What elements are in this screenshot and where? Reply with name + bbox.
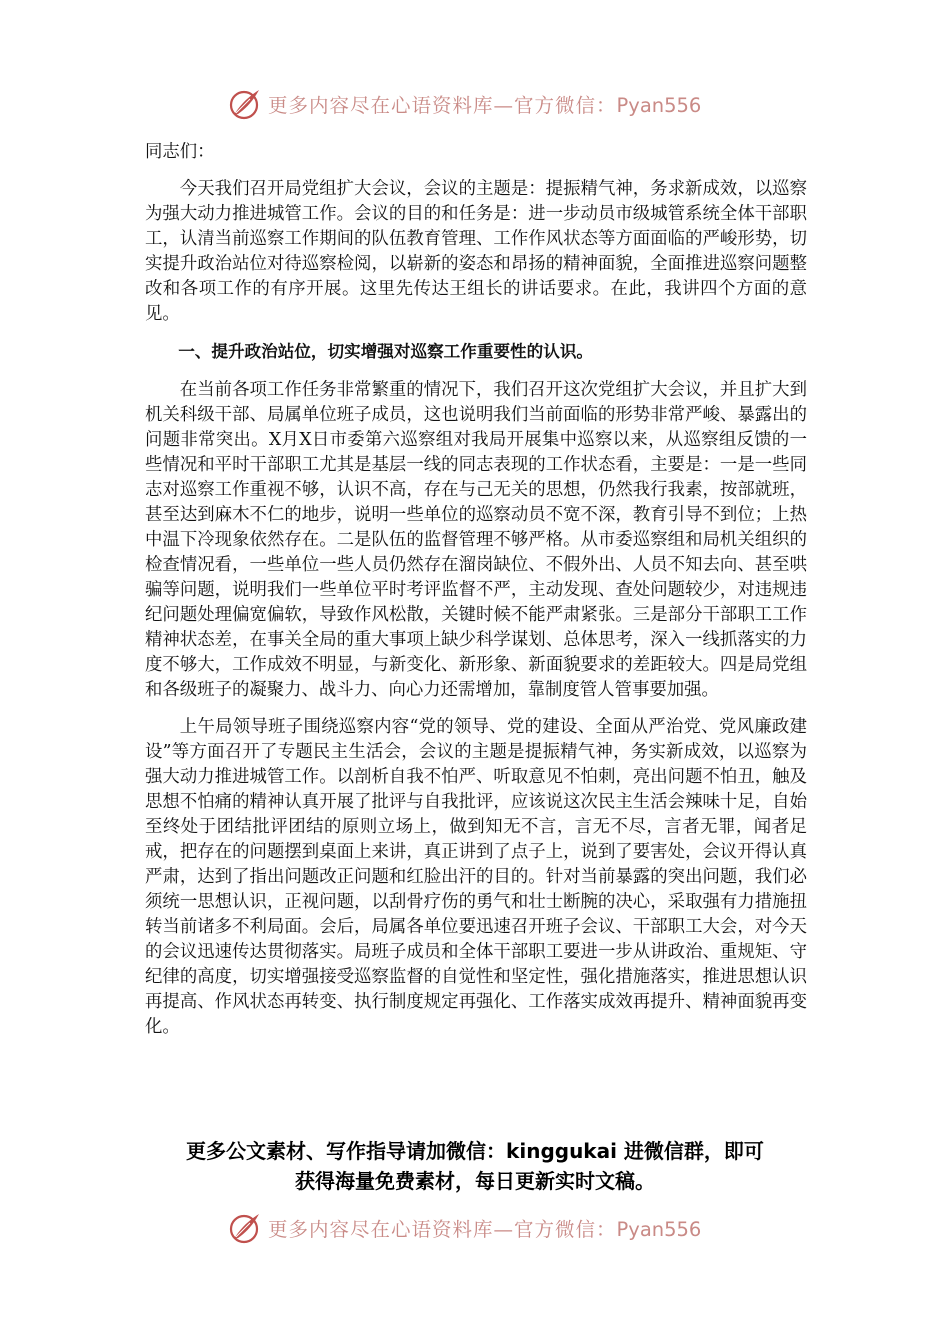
banner-label: 更多内容尽在心语资料库—官方微信：: [268, 1218, 617, 1241]
document-body: [145, 140, 807, 1052]
banner-wechat-id: Pyan556: [616, 94, 702, 117]
banner-wechat-id: Pyan556: [616, 1218, 702, 1241]
promo-block: [140, 1136, 810, 1196]
quill-logo-icon: [228, 87, 262, 121]
section-heading-1: 一、提升政治站位，切实增强对巡察工作重要性的认识。: [178, 342, 594, 361]
intro-paragraph: 今天我们召开局党组扩大会议，会议的主题是：提振精气神，务求新成效，以巡察为强大动力推进城管工作。会议的目的和任务是：进一步动员市级城管系统全体干部职工，认清当前巡察工作期间的队伍教育管理、工作作风状态等方面面临的严峻形势，切实提升政治站位对待巡察检阅，以崭新的姿态和昂扬的精神面貌，全面推进巡察问题整改和各项工作的有序开展。这里先传达王组长的讲话要求。在此，我讲四个方面的意见。: [145, 179, 807, 324]
salutation: 同志们：: [145, 142, 215, 162]
body-paragraph-1: 在当前各项工作任务非常繁重的情况下，我们召开这次党组扩大会议，并且扩大到机关科级干部、局属单位班子成员，这也说明我们当前面临的形势非常严峻、暴露出的问题非常突出。X月X日市委第六巡察组对我局开展集中巡察以来，从巡察组反馈的一些情况和平时干部职工尤其是基层一线的同志表现的工作状态看，主要是：一是一些同志对巡察工作重视不够，认识不高，存在与己无关的思想，仍然我行我素，按部就班，甚至达到麻木不仁的地步，说明一些单位的巡察动员不宽不深，教育引导不到位；上热中温下冷现象依然存在。二是队伍的监督管理不够严格。从市委巡察组和局机关组织的检查情况看，一些单位一些人员仍然存在溜岗缺位、不假外出、人员不知去向、甚至哄骗等问题，说明我们一些单位平时考评监督不严，主动发现、查处问题较少，对违规违纪问题处理偏宽偏软，导致作风松散，关键时候不能严肃紧张。三是部分干部职工工作精神状态差，在事关全局的重大事项上缺少科学谋划、总体思考，深入一线抓落实的力度不够大，工作成效不明显，与新变化、新形象、新面貌要求的差距较大。四是局党组和各级班子的凝聚力、战斗力、向心力还需增加，靠制度管人管事要加强。: [145, 380, 807, 700]
quill-logo-icon: [228, 1211, 262, 1245]
promo-line-2: 获得海量免费素材，每日更新实时文稿。: [295, 1169, 655, 1193]
header-banner: [228, 84, 728, 124]
header-banner-text: [268, 90, 701, 118]
banner-label: 更多内容尽在心语资料库—官方微信：: [268, 94, 617, 117]
body-paragraph-2: 上午局领导班子围绕巡察内容“党的领导、党的建设、全面从严治党、党风廉政建设”等方面召开了专题民主生活会，会议的主题是提振精气神，务实新成效，以巡察为强大动力推进城管工作。以剖析自我不怕严、听取意见不怕刺，亮出问题不怕丑，触及思想不怕痛的精神认真开展了批评与自我批评，应该说这次民主生活会辣味十足，自始至终处于团结批评团结的原则立场上，做到知无不言，言无不尽，言者无罪，闻者足戒，把存在的问题摆到桌面上来讲，真正讲到了点子上，说到了要害处，会议开得认真严肃，达到了指出问题改正问题和红脸出汗的目的。针对当前暴露的突出问题，我们必须统一思想认识，正视问题，以刮骨疗伤的勇气和壮士断腕的决心，采取强有力措施扭转当前诸多不利局面。会后，局属各单位要迅速召开班子会议、干部职工大会，对今天的会议迅速传达贯彻落实。局班子成员和全体干部职工要进一步从讲政治、重规矩、守纪律的高度，切实增强接受巡察监督的自觉性和坚定性，强化措施落实，推进思想认识再提高、作风状态再转变、执行制度规定再强化、工作落实成效再提升、精神面貌再变化。: [145, 717, 807, 1037]
footer-banner-text: [268, 1214, 701, 1242]
footer-banner: [228, 1208, 728, 1248]
promo-line-1: 更多公文素材、写作指导请加微信：kinggukai 进微信群，即可: [186, 1139, 764, 1163]
